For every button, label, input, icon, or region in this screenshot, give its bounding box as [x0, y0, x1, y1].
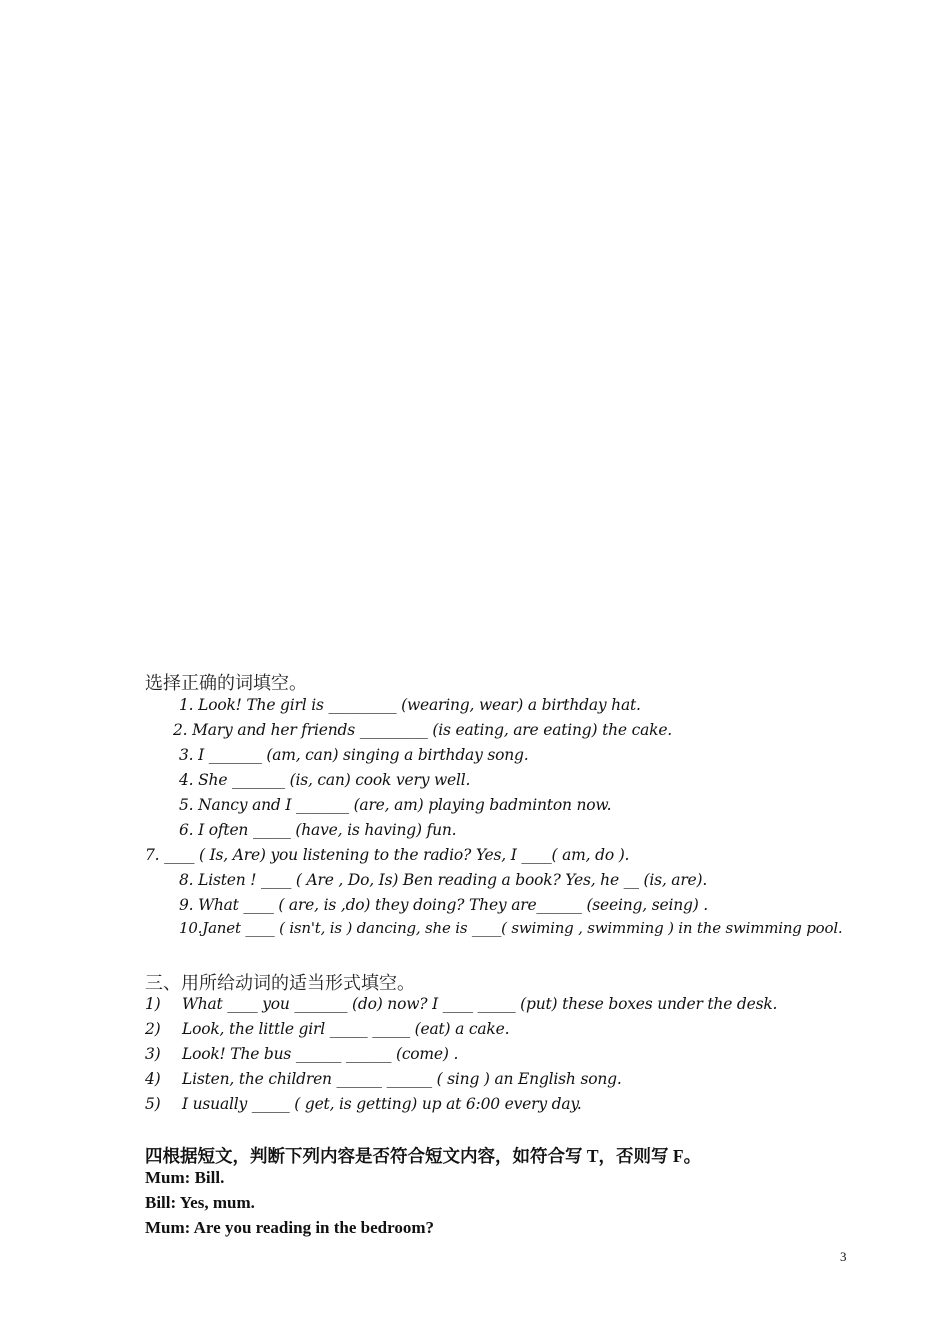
exercise-number: 3) — [145, 1045, 161, 1063]
exercise-number: 4) — [145, 1070, 161, 1088]
exercise-number: 2) — [145, 1020, 161, 1038]
exercise-number: 5) — [145, 1095, 161, 1113]
dialogue-line: Mum: Bill. — [145, 1168, 225, 1187]
exercise-text: Listen, the children ______ ______ ( sing ) an English song. — [182, 1070, 622, 1088]
question-item: 5. Nancy and I _______ (are, am) playing badminton now. — [179, 796, 612, 814]
section-3-title: 三、用所给动词的适当形式填空。 — [145, 973, 415, 993]
dialogue-line: Mum: Are you reading in the bedroom? — [145, 1218, 435, 1237]
dialogue-line: Bill: Yes, mum. — [145, 1193, 255, 1212]
question-item: 4. She _______ (is, can) cook very well. — [179, 771, 471, 789]
question-item: 2. Mary and her friends _________ (is eating, are eating) the cake. — [173, 721, 673, 739]
question-item: 7. ____ ( Is, Are) you listening to the radio? Yes, I ____( am, do ). — [145, 846, 630, 864]
question-item: 1. Look! The girl is _________ (wearing, wear) a birthday hat. — [179, 696, 641, 714]
question-item: 8. Listen ! ____ ( Are , Do, Is) Ben reading a book? Yes, he __ (is, are). — [179, 871, 708, 889]
exercise-text: What ____ you _______ (do) now? I ____ _____ (put) these boxes under the desk. — [182, 995, 778, 1013]
exercise-text: Look! The bus ______ ______ (come) . — [182, 1045, 459, 1063]
question-item: 10.Janet ____ ( isn't, is ) dancing, she is ____( swiming , swimming ) in the swimming pool. — [179, 919, 843, 937]
question-item: 6. I often _____ (have, is having) fun. — [179, 821, 457, 839]
question-item: 3. I _______ (am, can) singing a birthday song. — [179, 746, 529, 764]
exercise-number: 1) — [145, 995, 161, 1013]
exercise-text: Look, the little girl _____ _____ (eat) a cake. — [182, 1020, 510, 1038]
question-item: 9. What ____ ( are, is ,do) they doing? They are______ (seeing, seing) . — [179, 896, 709, 914]
section-2-title: 选择正确的词填空。 — [145, 673, 307, 693]
page-number: 3 — [840, 1249, 847, 1264]
section-4-title: 四根据短文，判断下列内容是否符合短文内容，如符合写 T，否则写 F。 — [145, 1146, 702, 1166]
exercise-text: I usually _____ ( get, is getting) up at 6:00 every day. — [182, 1095, 582, 1113]
